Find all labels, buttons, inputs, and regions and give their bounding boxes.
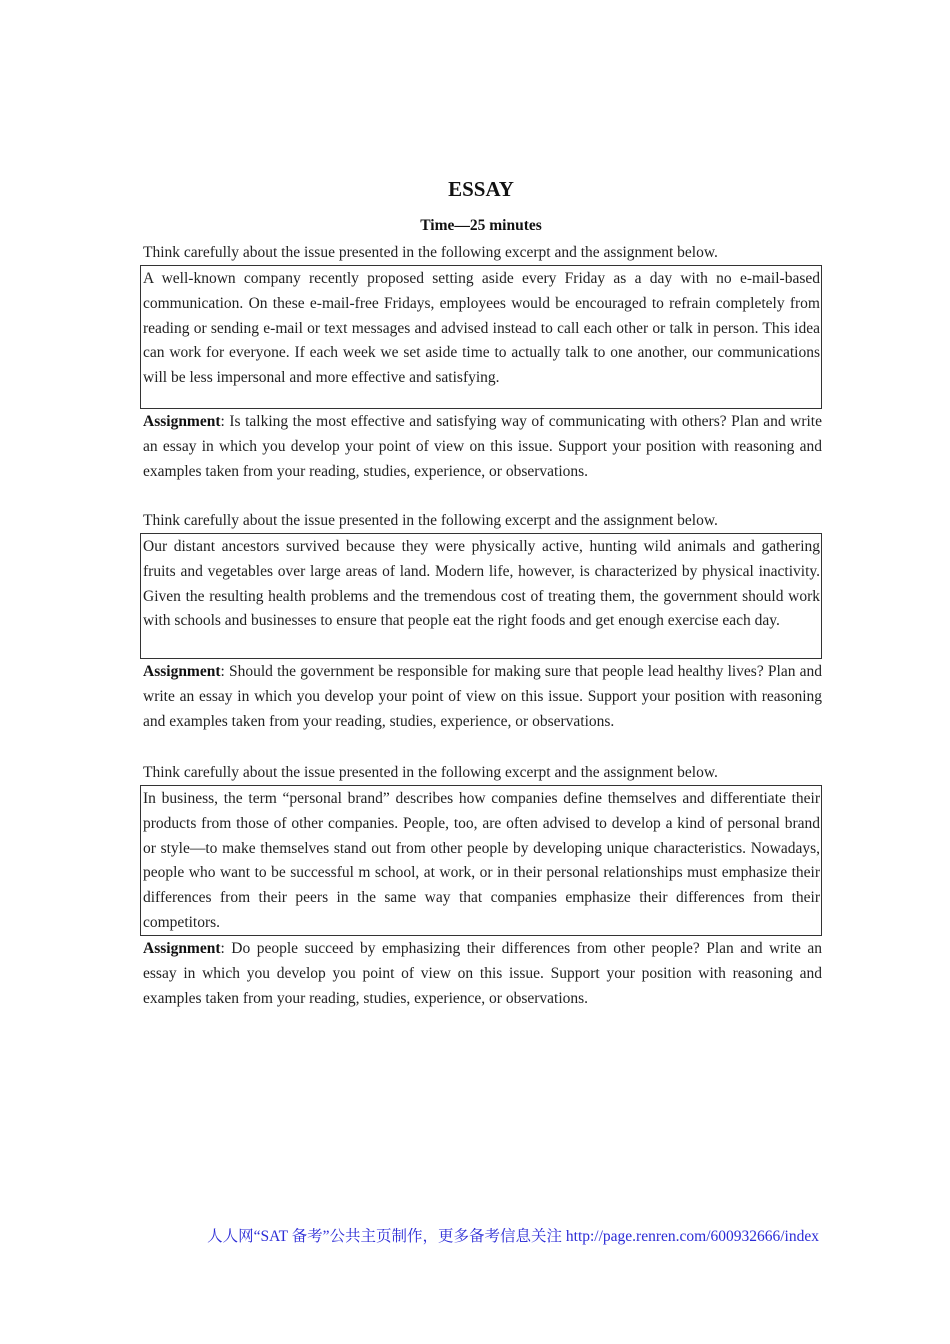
excerpt-text: Our distant ancestors survived because they were physically active, hunting wild animals and gathering fruits and vegetables over large areas of land. Modern life, however, is characterized by physical inactivity. Given the resulting health problems and the tremendous cost of treating them, the government should work with schools and businesses to ensure that people eat the right foods and get enough exercise each day. [143,538,820,630]
page-title: ESSAY [448,177,514,201]
excerpt-box [140,265,822,409]
assignment-paragraph [143,936,822,1011]
prompt-intro: Think carefully about the issue presented in the following excerpt and the assignment below. [143,244,718,261]
assignment-text: : Do people succeed by emphasizing their differences from other people? Plan and write an essay in which you develop you point of view on this issue. Support your position with reasoning and examples taken from your reading, studies, experience, or observations. [143,940,822,1007]
assignment-label: Assignment [143,940,221,957]
assignment-text: : Should the government be responsible for making sure that people lead healthy lives? Plan and write an essay in which you develop your point of view on this issue. Support your position with reasoning and examples taken from your reading, studies, experience, or observations. [143,663,822,730]
assignment-text: : Is talking the most effective and satisfying way of communicating with others? Plan and write an essay in which you develop your point of view on this issue. Support your position with reasoning and examples taken from your reading, studies, experience, or observations. [143,413,822,480]
excerpt-text: In business, the term “personal brand” describes how companies define themselves and differentiate their products from those of other companies. People, too, are often advised to develop a kind of personal brand or style—to make themselves stand out from other people by developing unique characteristics. Nowadays, people who want to be successful m school, at work, or in their personal relationships must emphasize their differences from their peers in the same way that companies emphasize their differences from their competitors. [143,790,820,931]
footer-source-note: 人人网“SAT 备考”公共主页制作，更多备考信息关注 http://page.renren.com/600932666/index [207,1228,819,1245]
excerpt-box [140,785,822,936]
essay-prompt-2 [143,508,822,734]
essay-prompt-1 [143,240,822,484]
essay-prompt-3 [143,760,822,1011]
assignment-paragraph [143,409,822,484]
prompt-intro: Think carefully about the issue presented in the following excerpt and the assignment below. [143,512,718,529]
assignment-label: Assignment [143,663,221,680]
prompt-intro: Think carefully about the issue presented in the following excerpt and the assignment below. [143,764,718,781]
excerpt-text: A well-known company recently proposed setting aside every Friday as a day with no e-mail-based communication. On these e-mail-free Fridays, employees would be encouraged to refrain completely from reading or sending e-mail or text messages and advised instead to call each other or talk in person. This idea can work for everyone. If each week we set aside time to actually talk to one another, our communications will be less impersonal and more effective and satisfying. [143,270,820,387]
excerpt-box [140,533,822,659]
assignment-paragraph [143,659,822,734]
assignment-label: Assignment [143,413,221,430]
time-limit: Time—25 minutes [420,217,542,234]
